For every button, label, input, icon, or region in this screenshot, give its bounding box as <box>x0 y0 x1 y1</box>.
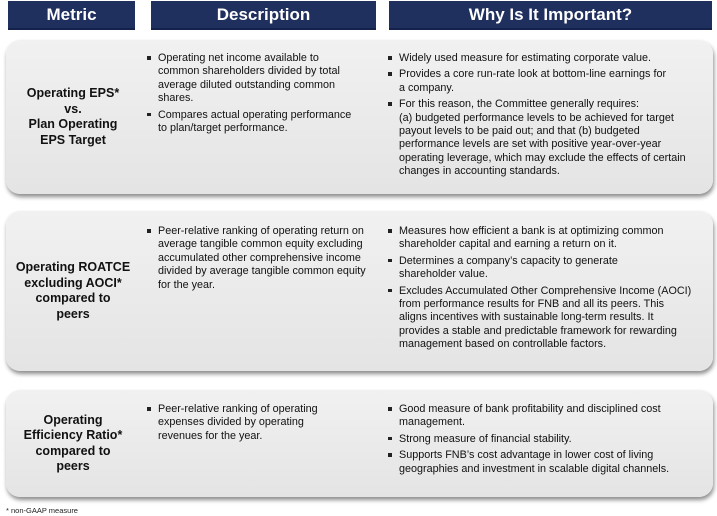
metric-name-line: vs. <box>64 101 82 116</box>
metric-name <box>6 40 140 194</box>
header-why <box>389 1 712 30</box>
importance-item: Supports FNB’s cost advantage in lower cost of living geographies and investment in scalable digital channels. <box>388 449 713 476</box>
importance-list <box>388 225 713 355</box>
description-item: Peer-relative ranking of operating return on average tangible common equity excluding accumulated other comprehensive income divided by average tangible common equity for the year. <box>147 225 382 292</box>
importance-item: Widely used measure for estimating corporate value. <box>388 52 713 65</box>
header-metric <box>8 1 135 30</box>
metric-name-line: Efficiency Ratio* <box>23 428 123 442</box>
metric-name-line: Plan Operating <box>28 117 118 131</box>
header-why-label: Why Is It Important? <box>468 4 633 24</box>
header-metric-label: Metric <box>46 4 97 24</box>
description-list <box>147 52 377 138</box>
metric-name-line: Operating EPS* <box>26 86 120 100</box>
importance-item: Strong measure of financial stability. <box>388 433 713 446</box>
metric-name-line: peers <box>56 306 90 321</box>
metric-name-line: Operating ROATCE <box>15 260 131 274</box>
metric-name-line: Operating <box>43 412 103 427</box>
description-item: Compares actual operating performance to plan/target performance. <box>147 109 377 136</box>
description-item: Peer-relative ranking of operating expenses divided by operating revenues for the year. <box>147 403 377 443</box>
header-description <box>151 1 376 30</box>
metric-name-line: peers <box>56 459 90 473</box>
description-list <box>147 403 377 446</box>
metric-name-line: excluding AOCI* <box>24 275 122 290</box>
description-item: Operating net income available to common shareholders divided by total average diluted outstanding common shares. <box>147 52 377 106</box>
importance-item: Measures how efficient a bank is at optimizing common shareholder capital and earning a return on it. <box>388 225 713 252</box>
metric-name <box>6 390 140 497</box>
description-list <box>147 225 382 295</box>
importance-list <box>388 403 713 479</box>
footnote: * non-GAAP measure <box>6 506 78 515</box>
importance-item: Good measure of bank profitability and disciplined cost management. <box>388 403 713 430</box>
importance-item: Provides a core run-rate look at bottom-line earnings for a company. <box>388 68 713 95</box>
metric-name <box>6 211 140 371</box>
metric-name-line: EPS Target <box>40 132 106 147</box>
metric-name-line: compared to <box>35 291 111 305</box>
importance-item: Determines a company’s capacity to generate shareholder value. <box>388 255 713 282</box>
importance-item: Excludes Accumulated Other Comprehensive Income (AOCI) from performance results for FNB and all its peers. This aligns incentives with sustainable long-term results. It provides a stable and predictable framework for rewarding management based on controllable factors. <box>388 285 713 352</box>
importance-list <box>388 52 713 182</box>
importance-item: For this reason, the Committee generally requires: (a) budgeted performance levels to be achieved for target payout levels to be paid out; and that (b) budgeted performance levels are set with positive year-over-year operating leverage, which may exclude the effects of certain changes in accounting standards. <box>388 98 713 178</box>
header-description-label: Description <box>216 4 311 24</box>
metric-name-line: compared to <box>35 443 111 458</box>
